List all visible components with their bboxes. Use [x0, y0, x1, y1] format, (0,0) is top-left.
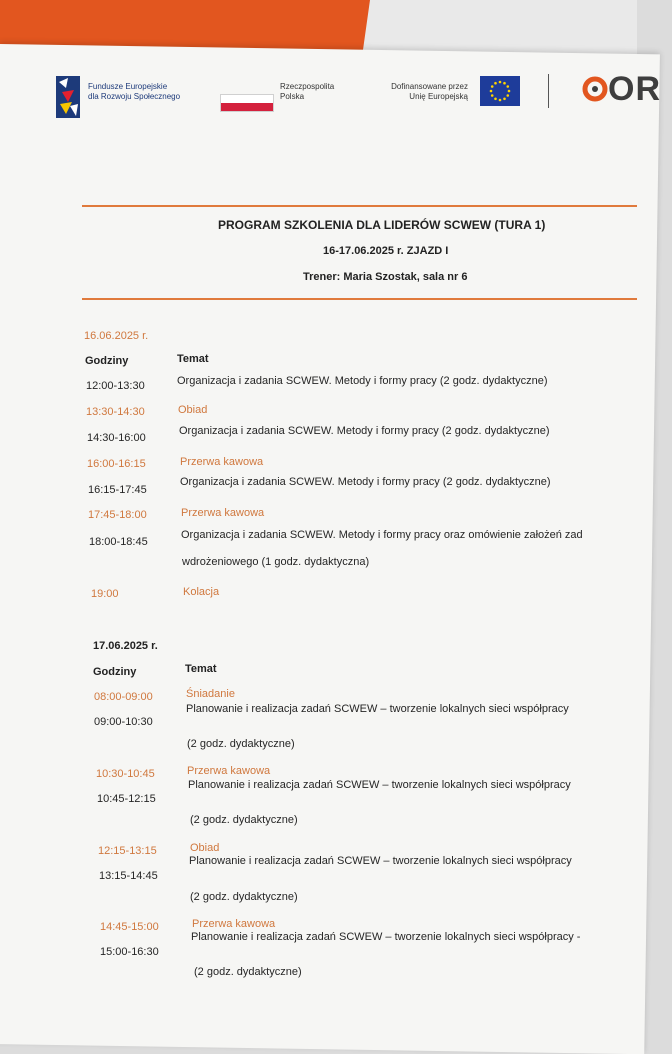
schedule-topic: Obiad	[178, 404, 208, 416]
schedule-topic: Kolacja	[183, 586, 220, 598]
schedule-time: 14:30-16:00	[87, 432, 146, 444]
poland-flag-icon	[220, 94, 274, 112]
schedule-time: 18:00-18:45	[89, 536, 148, 548]
or-logo	[582, 70, 672, 108]
schedule-topic: Śniadanie	[186, 688, 235, 700]
or-logo-text: OR	[608, 70, 661, 108]
schedule-topic: Przerwa kawowa	[180, 456, 264, 468]
eu-line-2: Unię Europejską	[409, 92, 468, 101]
schedule-time: 12:15-13:15	[98, 845, 157, 857]
schedule-time: 14:45-15:00	[100, 921, 159, 933]
schedule-topic-continued: (2 godz. dydaktyczne)	[194, 966, 302, 978]
trainer-line: Trener: Maria Szostak, sala nr 6	[303, 271, 468, 283]
schedule-topic-continued: (2 godz. dydaktyczne)	[190, 814, 298, 826]
schedule-time: 09:00-10:30	[94, 716, 153, 728]
schedule-topic-continued: (2 godz. dydaktyczne)	[187, 738, 295, 750]
schedule-topic-continued: wdrożeniowego (1 godz. dydaktyczna)	[182, 556, 370, 568]
schedule-topic: Obiad	[190, 842, 220, 854]
schedule-topic: Planowanie i realizacja zadań SCWEW – tworzenie lokalnych sieci współpracy	[189, 855, 572, 867]
day2-date: 17.06.2025 r.	[93, 640, 158, 652]
fe-line-1: Fundusze Europejskie	[88, 82, 168, 91]
logo-bar	[56, 70, 661, 126]
schedule-topic: Przerwa kawowa	[187, 765, 271, 777]
pl-line-1: Rzeczpospolita	[280, 82, 335, 91]
day1-col-topic: Temat	[177, 353, 209, 365]
eu-flag-icon	[480, 76, 520, 106]
eu-line-1: Dofinansowane przez	[391, 82, 468, 91]
schedule-topic: Organizacja i zadania SCWEW. Metody i formy pracy (2 godz. dydaktyczne)	[179, 425, 550, 437]
day1-date: 16.06.2025 r.	[84, 330, 149, 342]
dates-line: 16-17.06.2025 r. ZJAZD I	[323, 245, 449, 257]
page-title: PROGRAM SZKOLENIA DLA LIDERÓW SCWEW (TURA 1)	[218, 218, 546, 232]
eu-text	[368, 82, 468, 102]
schedule-time: 17:45-18:00	[88, 509, 147, 521]
day1-col-hours: Godziny	[85, 355, 129, 367]
schedule-topic-continued: (2 godz. dydaktyczne)	[190, 891, 298, 903]
or-ring-icon	[582, 74, 608, 104]
schedule-time: 16:00-16:15	[87, 458, 146, 470]
schedule-time: 13:30-14:30	[86, 406, 145, 418]
fe-line-2: dla Rozwoju Społecznego	[88, 92, 181, 101]
fe-text	[88, 82, 218, 102]
day2-col-topic: Temat	[185, 663, 217, 675]
schedule-time: 15:00-16:30	[100, 946, 159, 958]
schedule-topic: Przerwa kawowa	[181, 507, 265, 519]
schedule-topic: Planowanie i realizacja zadań SCWEW – tworzenie lokalnych sieci współpracy	[186, 703, 569, 715]
schedule-topic: Planowanie i realizacja zadań SCWEW – tworzenie lokalnych sieci współpracy -	[191, 931, 581, 943]
schedule-time: 10:30-10:45	[96, 768, 155, 780]
schedule-time: 19:00	[91, 588, 119, 600]
schedule-time: 08:00-09:00	[94, 691, 153, 703]
logo-divider	[548, 74, 549, 108]
schedule-topic: Organizacja i zadania SCWEW. Metody i formy pracy (2 godz. dydaktyczne)	[177, 375, 548, 387]
top-rule	[82, 205, 637, 207]
bottom-rule	[82, 298, 637, 300]
schedule-time: 13:15-14:45	[99, 870, 158, 882]
schedule-topic: Organizacja i zadania SCWEW. Metody i formy pracy oraz omówienie założeń zad	[181, 529, 583, 541]
fundusze-europejskie-logo-icon	[56, 76, 80, 118]
pl-text	[280, 82, 334, 102]
schedule-time: 10:45-12:15	[97, 793, 156, 805]
schedule-topic: Organizacja i zadania SCWEW. Metody i formy pracy (2 godz. dydaktyczne)	[180, 476, 551, 488]
schedule-time: 12:00-13:30	[86, 380, 145, 392]
pl-line-2: Polska	[280, 92, 305, 101]
schedule-topic: Planowanie i realizacja zadań SCWEW – tworzenie lokalnych sieci współpracy	[188, 779, 571, 791]
schedule-topic: Przerwa kawowa	[192, 918, 276, 930]
document-page	[0, 44, 660, 1054]
schedule-time: 16:15-17:45	[88, 484, 147, 496]
day2-col-hours: Godziny	[93, 666, 137, 678]
